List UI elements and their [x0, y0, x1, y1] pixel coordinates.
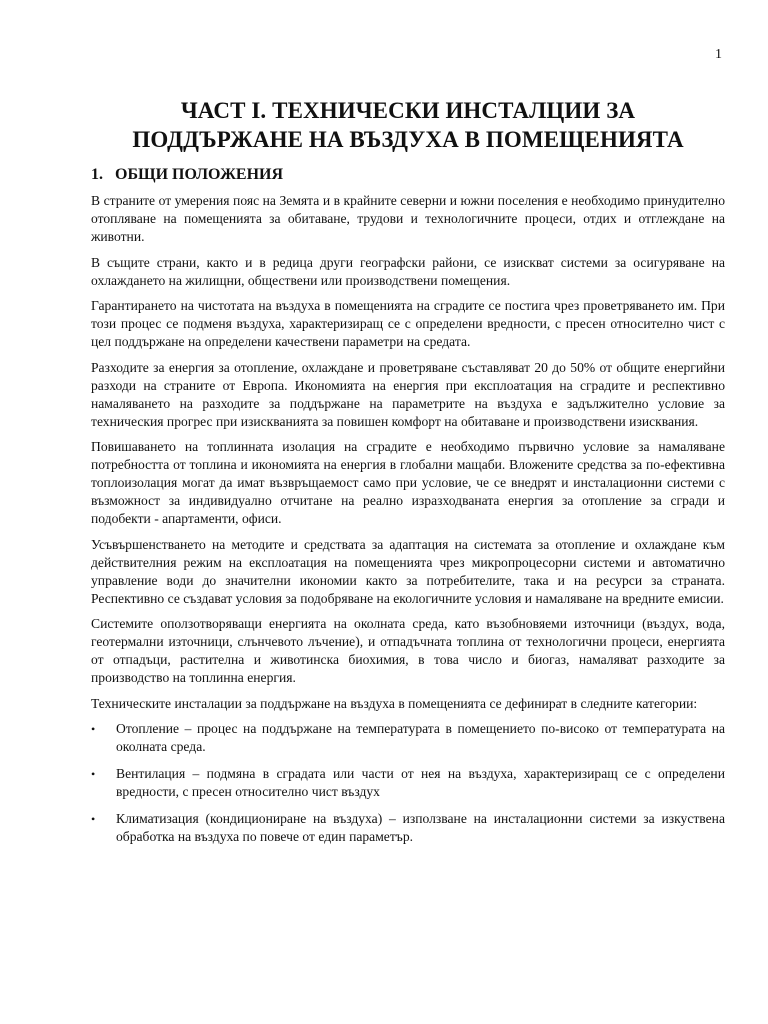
- section-number: 1.: [91, 166, 103, 183]
- list-item: [91, 720, 725, 756]
- section-heading: [91, 165, 725, 185]
- section-title: ОБЩИ ПОЛОЖЕНИЯ: [115, 166, 284, 183]
- chapter-title-line: ПОДДЪРЖАНЕ НА ВЪЗДУХА В ПОМЕЩЕНИЯТА: [132, 127, 684, 152]
- list-item-text: Вентилация – подмяна в сградата или части от нея на въздуха, характеризиращ се с определени вредности, с пресен относително чист въздух: [116, 766, 725, 799]
- list-item-text: Отопление – процес на поддържане на температурата в помещението по-високо от температурата на околната среда.: [116, 721, 725, 754]
- document-page: [91, 96, 725, 855]
- paragraph: Повишаването на топлинната изолация на сградите е необходимо първично условие за намаляване потребността от топлина и икономията на енергия в глобални мащаби. Вложените средства за по-ефективна топлоизолация могат да имат възвръщаемост само при условие, че се внедрят и инсталационни системи с възможност за индивидуално отчитане на реално изразходваната енергия за отопление за сгради и подобекти - апартаменти, офиси.: [91, 439, 725, 526]
- paragraph: Системите оползотворяващи енергията на околната среда, като възобновяеми източници (въздух, вода, геотермални източници, слънчевото лъчение), и отпадъчната топлина от технологични процеси, енергията от отпадъци, растителна и животинска биохимия, в това число и биогаз, намаляват разходите за производство на топлинна енергия.: [91, 616, 725, 685]
- paragraph: Техническите инсталации за поддържане на въздуха в помещенията се дефинират в следните категории:: [91, 695, 698, 711]
- paragraph: Гарантирането на чистотата на въздуха в помещенията на сградите се постига чрез проветряването им. При този процес се подменя въздуха, характеризиращ се с определени вредности, с пресен относително чист с цел поддържане на определени качествени параметри на средата.: [91, 298, 725, 349]
- paragraph: В страните от умерения пояс на Земята и в крайните северни и южни поселения е необходимо принудително отопляване на помещенията за обитаване, трудови и технологичните процеси, отдих и отглеждане на животни.: [91, 193, 725, 244]
- category-list: [91, 720, 725, 846]
- bullet-icon: •: [91, 767, 96, 781]
- paragraph: Усъвършенстването на методите и средствата за адаптация на системата за отопление и охлаждане към действителния режим на експлоатация на помещенията чрез микропроцесорни системи и автоматично управление води до значителни икономии както за потребителите, така и на ресурси за страната. Респективно се създават условия за подобряване на екологичните условия и намаляване на вредните емисии.: [91, 536, 725, 606]
- chapter-title: [91, 96, 725, 154]
- list-item: [91, 810, 725, 846]
- paragraph: В същите страни, както и в редица други географски райони, се изискват системи за осигуряване на охлаждането на жилищни, обществени или производствени помещения.: [91, 254, 725, 288]
- list-item: [91, 765, 725, 801]
- page-number: 1: [715, 47, 722, 62]
- bullet-icon: •: [91, 812, 96, 826]
- chapter-title-line: ЧАСТ I. ТЕХНИЧЕСКИ ИНСТАЛЦИИ ЗА: [180, 98, 636, 123]
- paragraph: Разходите за енергия за отопление, охлаждане и проветряване съставляват 20 до 50% от общите енергийни разходи на страните от Европа. Икономията на енергия при експлоатация на сградите и респективно намаляването на разходите за поддържане на параметрите на въздуха е задължително условие за техническия прогрес при изискванията за повишен комфорт на обитаване и производствени изисквания.: [91, 359, 725, 429]
- list-item-text: Климатизация (кондициониране на въздуха) – използване на инсталационни системи за изкуствена обработка на въздуха по повече от един параметър.: [116, 811, 725, 844]
- bullet-icon: •: [91, 722, 96, 736]
